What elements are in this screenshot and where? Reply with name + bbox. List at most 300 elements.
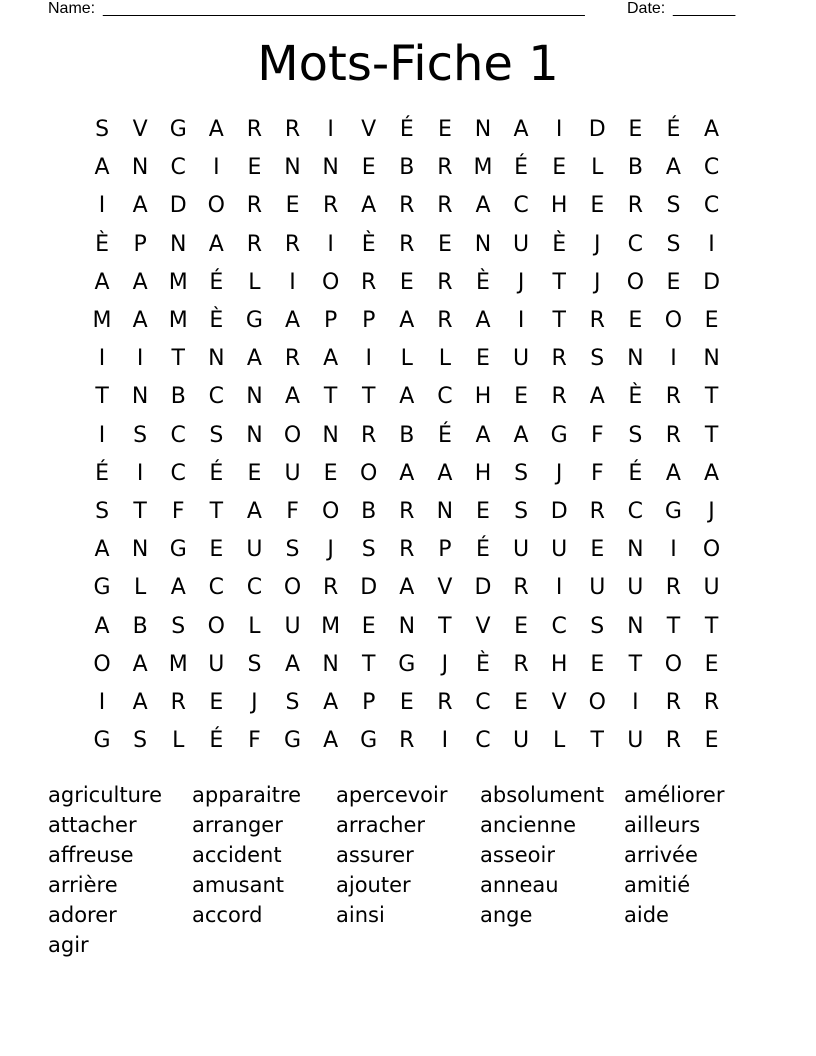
grid-letter: L [553,728,566,754]
grid-row [83,226,731,264]
grid-letter: S [95,117,110,143]
grid-letter: O [588,689,606,715]
grid-letter: M [168,308,188,334]
word-list-item: ajouter [336,873,411,897]
grid-letter: R [437,155,453,181]
word-list-item: assurer [336,843,414,867]
word-list-item: agir [48,933,89,957]
grid-letter: R [246,193,263,219]
grid-letter: È [209,308,224,334]
grid-letter: C [170,422,186,448]
grid-letter: N [246,422,263,448]
grid-letter: E [399,689,414,715]
grid-letter: R [322,193,339,219]
grid-letter: E [514,613,529,639]
grid-letter: R [399,537,415,563]
grid-letter: R [246,231,263,257]
grid-letter: R [399,498,415,524]
grid-letter: R [703,689,720,715]
date-blank-line: _______ [673,0,736,17]
grid-row [83,264,731,302]
grid-letter: R [665,689,682,715]
grid-letter: H [474,460,492,486]
grid-letter: M [168,269,188,295]
grid-letter: A [246,346,262,372]
word-search-grid [83,111,731,760]
word-list-item: absolument [480,783,605,807]
grid-letter: E [590,537,605,563]
grid-letter: A [475,422,491,448]
grid-letter: B [170,384,186,410]
grid-letter: T [171,346,185,372]
grid-row [83,417,731,455]
grid-letter: E [704,308,719,334]
grid-letter: O [321,498,340,524]
grid-letter: T [590,728,604,754]
grid-letter: T [666,613,681,639]
grid-letter: A [323,728,339,754]
grid-letter: É [666,117,681,143]
grid-letter: E [285,193,300,219]
grid-letter: É [476,537,490,563]
word-list [48,781,768,961]
grid-letter: N [474,117,492,143]
grid-row [83,684,731,722]
name-label: Name: [48,0,96,17]
grid-letter: N [627,346,644,372]
grid-letter: F [590,460,604,486]
grid-letter: R [437,689,453,715]
grid-letter: N [322,155,339,181]
grid-letter: V [361,117,377,143]
grid-row [83,722,731,760]
grid-letter: H [550,193,568,219]
grid-letter: C [627,231,644,257]
grid-letter: É [628,460,643,486]
grid-letter: O [207,193,225,219]
word-list-item: ange [480,903,533,927]
grid-letter: E [590,651,605,677]
grid-letter: E [209,537,224,563]
word-list-item: ainsi [336,903,385,927]
grid-letter: G [283,728,302,754]
grid-letter: È [476,269,490,295]
grid-letter: E [476,346,490,372]
word-list-item: asseoir [480,843,555,867]
grid-letter: N [703,346,720,372]
grid-letter: P [133,231,147,257]
grid-letter: È [476,651,490,677]
grid-letter: R [399,231,415,257]
grid-letter: S [171,613,186,639]
word-list-item: arrivée [624,843,698,867]
grid-letter: C [551,613,567,639]
grid-letter: A [399,460,415,486]
grid-letter: T [361,651,376,677]
grid-letter: A [437,460,453,486]
grid-letter: B [361,498,377,524]
grid-letter: S [285,689,300,715]
grid-letter: R [513,651,529,677]
grid-letter: J [251,689,258,715]
grid-letter: A [399,575,415,601]
grid-letter: L [591,155,604,181]
grid-letter: A [246,498,262,524]
grid-letter: R [551,346,567,372]
grid-letter: I [441,728,449,754]
grid-letter: I [136,346,144,372]
grid-letter: V [132,117,148,143]
grid-letter: E [361,155,376,181]
grid-letter: E [514,689,529,715]
grid-letter: T [704,422,719,448]
grid-letter: C [437,384,453,410]
grid-letter: V [437,575,453,601]
grid-letter: S [514,498,529,524]
grid-letter: J [555,460,563,486]
grid-letter: A [208,117,224,143]
grid-letter: A [94,613,110,639]
grid-letter: J [708,498,715,524]
grid-letter: U [513,231,530,257]
grid-letter: J [441,651,449,677]
grid-letter: V [551,689,567,715]
word-list-item: amusant [192,873,284,897]
grid-letter: C [475,689,491,715]
word-list-item: arrière [48,873,118,897]
grid-letter: U [551,537,568,563]
grid-letter: A [208,231,224,257]
grid-letter: A [132,651,148,677]
grid-letter: A [170,575,186,601]
grid-letter: O [207,613,225,639]
word-list-item: affreuse [48,843,134,867]
grid-row [83,531,731,569]
grid-letter: N [208,346,225,372]
grid-letter: A [94,537,110,563]
grid-letter: A [323,346,339,372]
grid-letter: E [247,460,262,486]
grid-letter: A [513,422,529,448]
grid-letter: A [704,460,720,486]
grid-letter: R [665,575,682,601]
grid-row [83,607,731,645]
grid-letter: E [437,231,452,257]
grid-letter: I [708,231,715,257]
grid-letter: S [590,346,605,372]
grid-row [83,302,731,340]
grid-letter: I [213,155,220,181]
grid-letter: U [589,575,606,601]
grid-letter: D [360,575,378,601]
grid-letter: U [284,460,301,486]
word-list-item: aide [624,903,669,927]
grid-letter: R [361,269,377,295]
word-list-item: accident [192,843,282,867]
word-list-item: apparaitre [192,783,302,807]
grid-row [83,111,731,149]
grid-letter: É [437,422,452,448]
grid-letter: R [665,728,682,754]
grid-letter: G [664,498,682,524]
grid-letter: D [550,498,568,524]
grid-letter: A [132,269,148,295]
grid-letter: N [284,155,301,181]
grid-letter: M [321,613,341,639]
grid-letter: J [517,269,525,295]
grid-letter: O [702,537,721,563]
grid-letter: C [627,498,644,524]
word-list-item: améliorer [624,783,725,807]
grid-row [83,187,731,225]
grid-letter: G [169,537,187,563]
grid-letter: I [517,308,525,334]
grid-letter: A [132,689,148,715]
grid-letter: T [209,498,224,524]
grid-letter: P [438,537,452,563]
grid-letter: D [703,269,721,295]
grid-letter: A [665,155,681,181]
grid-letter: A [475,308,491,334]
grid-letter: S [666,193,681,219]
grid-letter: S [361,537,376,563]
grid-letter: O [360,460,378,486]
grid-letter: R [284,231,301,257]
grid-letter: E [666,269,681,295]
grid-letter: S [628,422,643,448]
word-list-item: amitié [624,873,691,897]
grid-letter: R [399,193,415,219]
grid-letter: A [475,193,491,219]
grid-letter: F [286,498,299,524]
grid-letter: R [437,308,453,334]
grid-letter: C [475,728,491,754]
grid-letter: È [628,384,643,410]
grid-letter: E [247,155,262,181]
grid-letter: D [169,193,187,219]
grid-letter: R [513,575,529,601]
grid-letter: I [98,346,106,372]
grid-letter: G [398,651,416,677]
word-list-item: ailleurs [624,813,701,837]
grid-letter: C [208,384,225,410]
grid-row [83,455,731,493]
grid-letter: B [132,613,148,639]
word-list-item: attacher [48,813,137,837]
grid-letter: I [98,422,106,448]
grid-letter: T [704,384,719,410]
grid-letter: O [321,269,340,295]
grid-letter: C [703,155,720,181]
word-list-item: apercevoir [336,783,448,807]
grid-letter: E [209,689,224,715]
word-list-item: ancienne [480,813,577,837]
grid-letter: U [513,728,530,754]
grid-letter: É [209,728,224,754]
grid-row [83,569,731,607]
grid-letter: A [132,308,148,334]
grid-letter: H [474,384,492,410]
grid-letter: U [284,613,301,639]
grid-letter: S [514,460,529,486]
grid-letter: L [172,728,185,754]
grid-letter: N [398,613,416,639]
grid-letter: C [513,193,529,219]
word-list-item: agriculture [48,783,162,807]
grid-letter: V [475,613,491,639]
word-list-item: anneau [480,873,559,897]
grid-letter: B [399,155,415,181]
grid-letter: E [399,269,414,295]
grid-letter: M [92,308,112,334]
grid-letter: O [93,651,111,677]
grid-letter: R [399,728,415,754]
grid-letter: S [133,422,148,448]
grid-letter: R [284,117,301,143]
word-list-item: arracher [336,813,426,837]
grid-letter: J [327,537,334,563]
grid-letter: C [208,575,225,601]
grid-letter: T [628,651,643,677]
grid-letter: P [323,308,338,334]
grid-letter: I [555,117,563,143]
grid-letter: R [170,689,186,715]
grid-letter: È [552,231,567,257]
grid-letter: T [704,613,719,639]
grid-letter: E [476,498,490,524]
grid-letter: E [552,155,567,181]
grid-letter: R [665,422,682,448]
grid-letter: R [589,498,605,524]
grid-letter: S [285,537,300,563]
grid-letter: E [514,384,529,410]
grid-letter: O [283,575,302,601]
grid-letter: É [209,460,224,486]
grid-letter: U [627,728,644,754]
grid-letter: E [628,308,643,334]
grid-letter: E [361,613,376,639]
grid-letter: N [627,613,644,639]
grid-row [83,149,731,187]
grid-letter: U [513,537,530,563]
grid-letter: I [98,193,106,219]
grid-letter: R [284,346,301,372]
grid-letter: S [590,613,605,639]
grid-letter: T [438,613,452,639]
grid-letter: R [361,422,377,448]
grid-letter: N [474,231,492,257]
grid-letter: R [322,575,339,601]
grid-letter: N [322,422,339,448]
grid-letter: L [438,346,452,372]
grid-letter: L [134,575,147,601]
grid-letter: A [399,308,415,334]
grid-row [83,378,731,416]
grid-letter: È [361,231,376,257]
grid-letter: E [704,728,719,754]
grid-letter: E [628,117,643,143]
grid-letter: U [246,537,263,563]
grid-letter: E [590,193,605,219]
grid-letter: O [664,308,683,334]
grid-letter: R [437,269,453,295]
grid-letter: N [322,651,339,677]
grid-letter: G [93,575,111,601]
grid-letter: I [670,537,677,563]
word-list-item: accord [192,903,263,927]
grid-letter: I [670,346,677,372]
grid-letter: N [246,384,263,410]
grid-letter: J [594,231,601,257]
grid-letter: A [513,117,529,143]
grid-letter: B [399,422,415,448]
grid-letter: A [589,384,605,410]
grid-letter: F [590,422,604,448]
date-label: Date: [627,0,666,17]
grid-letter: A [361,193,377,219]
grid-letter: N [131,384,149,410]
grid-letter: S [666,231,681,257]
grid-letter: I [98,689,106,715]
grid-letter: T [552,269,566,295]
grid-letter: I [327,117,334,143]
grid-letter: R [665,384,682,410]
header-line [48,0,748,20]
grid-letter: É [209,269,224,295]
grid-letter: A [665,460,681,486]
word-list-item: arranger [192,813,283,837]
grid-letter: S [209,422,224,448]
grid-letter: A [284,651,301,677]
grid-letter: A [94,269,110,295]
grid-letter: N [436,498,454,524]
grid-letter: A [132,193,148,219]
grid-letter: G [245,308,263,334]
grid-letter: È [95,231,109,257]
grid-letter: O [283,422,302,448]
grid-letter: N [170,231,187,257]
grid-letter: A [704,117,720,143]
grid-letter: T [95,384,109,410]
grid-letter: É [399,117,414,143]
word-list-item: adorer [48,903,117,927]
grid-letter: A [399,384,415,410]
grid-letter: N [131,537,149,563]
grid-letter: E [704,651,719,677]
grid-letter: B [627,155,643,181]
grid-letter: E [437,117,452,143]
grid-letter: A [323,689,339,715]
page-title: Mots-Fiche 1 [257,36,559,92]
grid-letter: C [703,193,720,219]
name-blank-line: ________________________________________________________ [103,0,585,17]
grid-letter: U [513,346,530,372]
grid-letter: G [550,422,568,448]
grid-letter: T [552,308,566,334]
grid-letter: M [168,651,188,677]
grid-letter: U [208,651,225,677]
grid-letter: O [664,651,683,677]
grid-letter: L [400,346,413,372]
grid-letter: G [360,728,378,754]
grid-letter: S [247,651,262,677]
grid-letter: A [94,155,110,181]
grid-letter: S [133,728,148,754]
grid-letter: I [632,689,639,715]
grid-letter: C [170,460,186,486]
grid-letter: N [131,155,149,181]
grid-letter: G [169,117,187,143]
